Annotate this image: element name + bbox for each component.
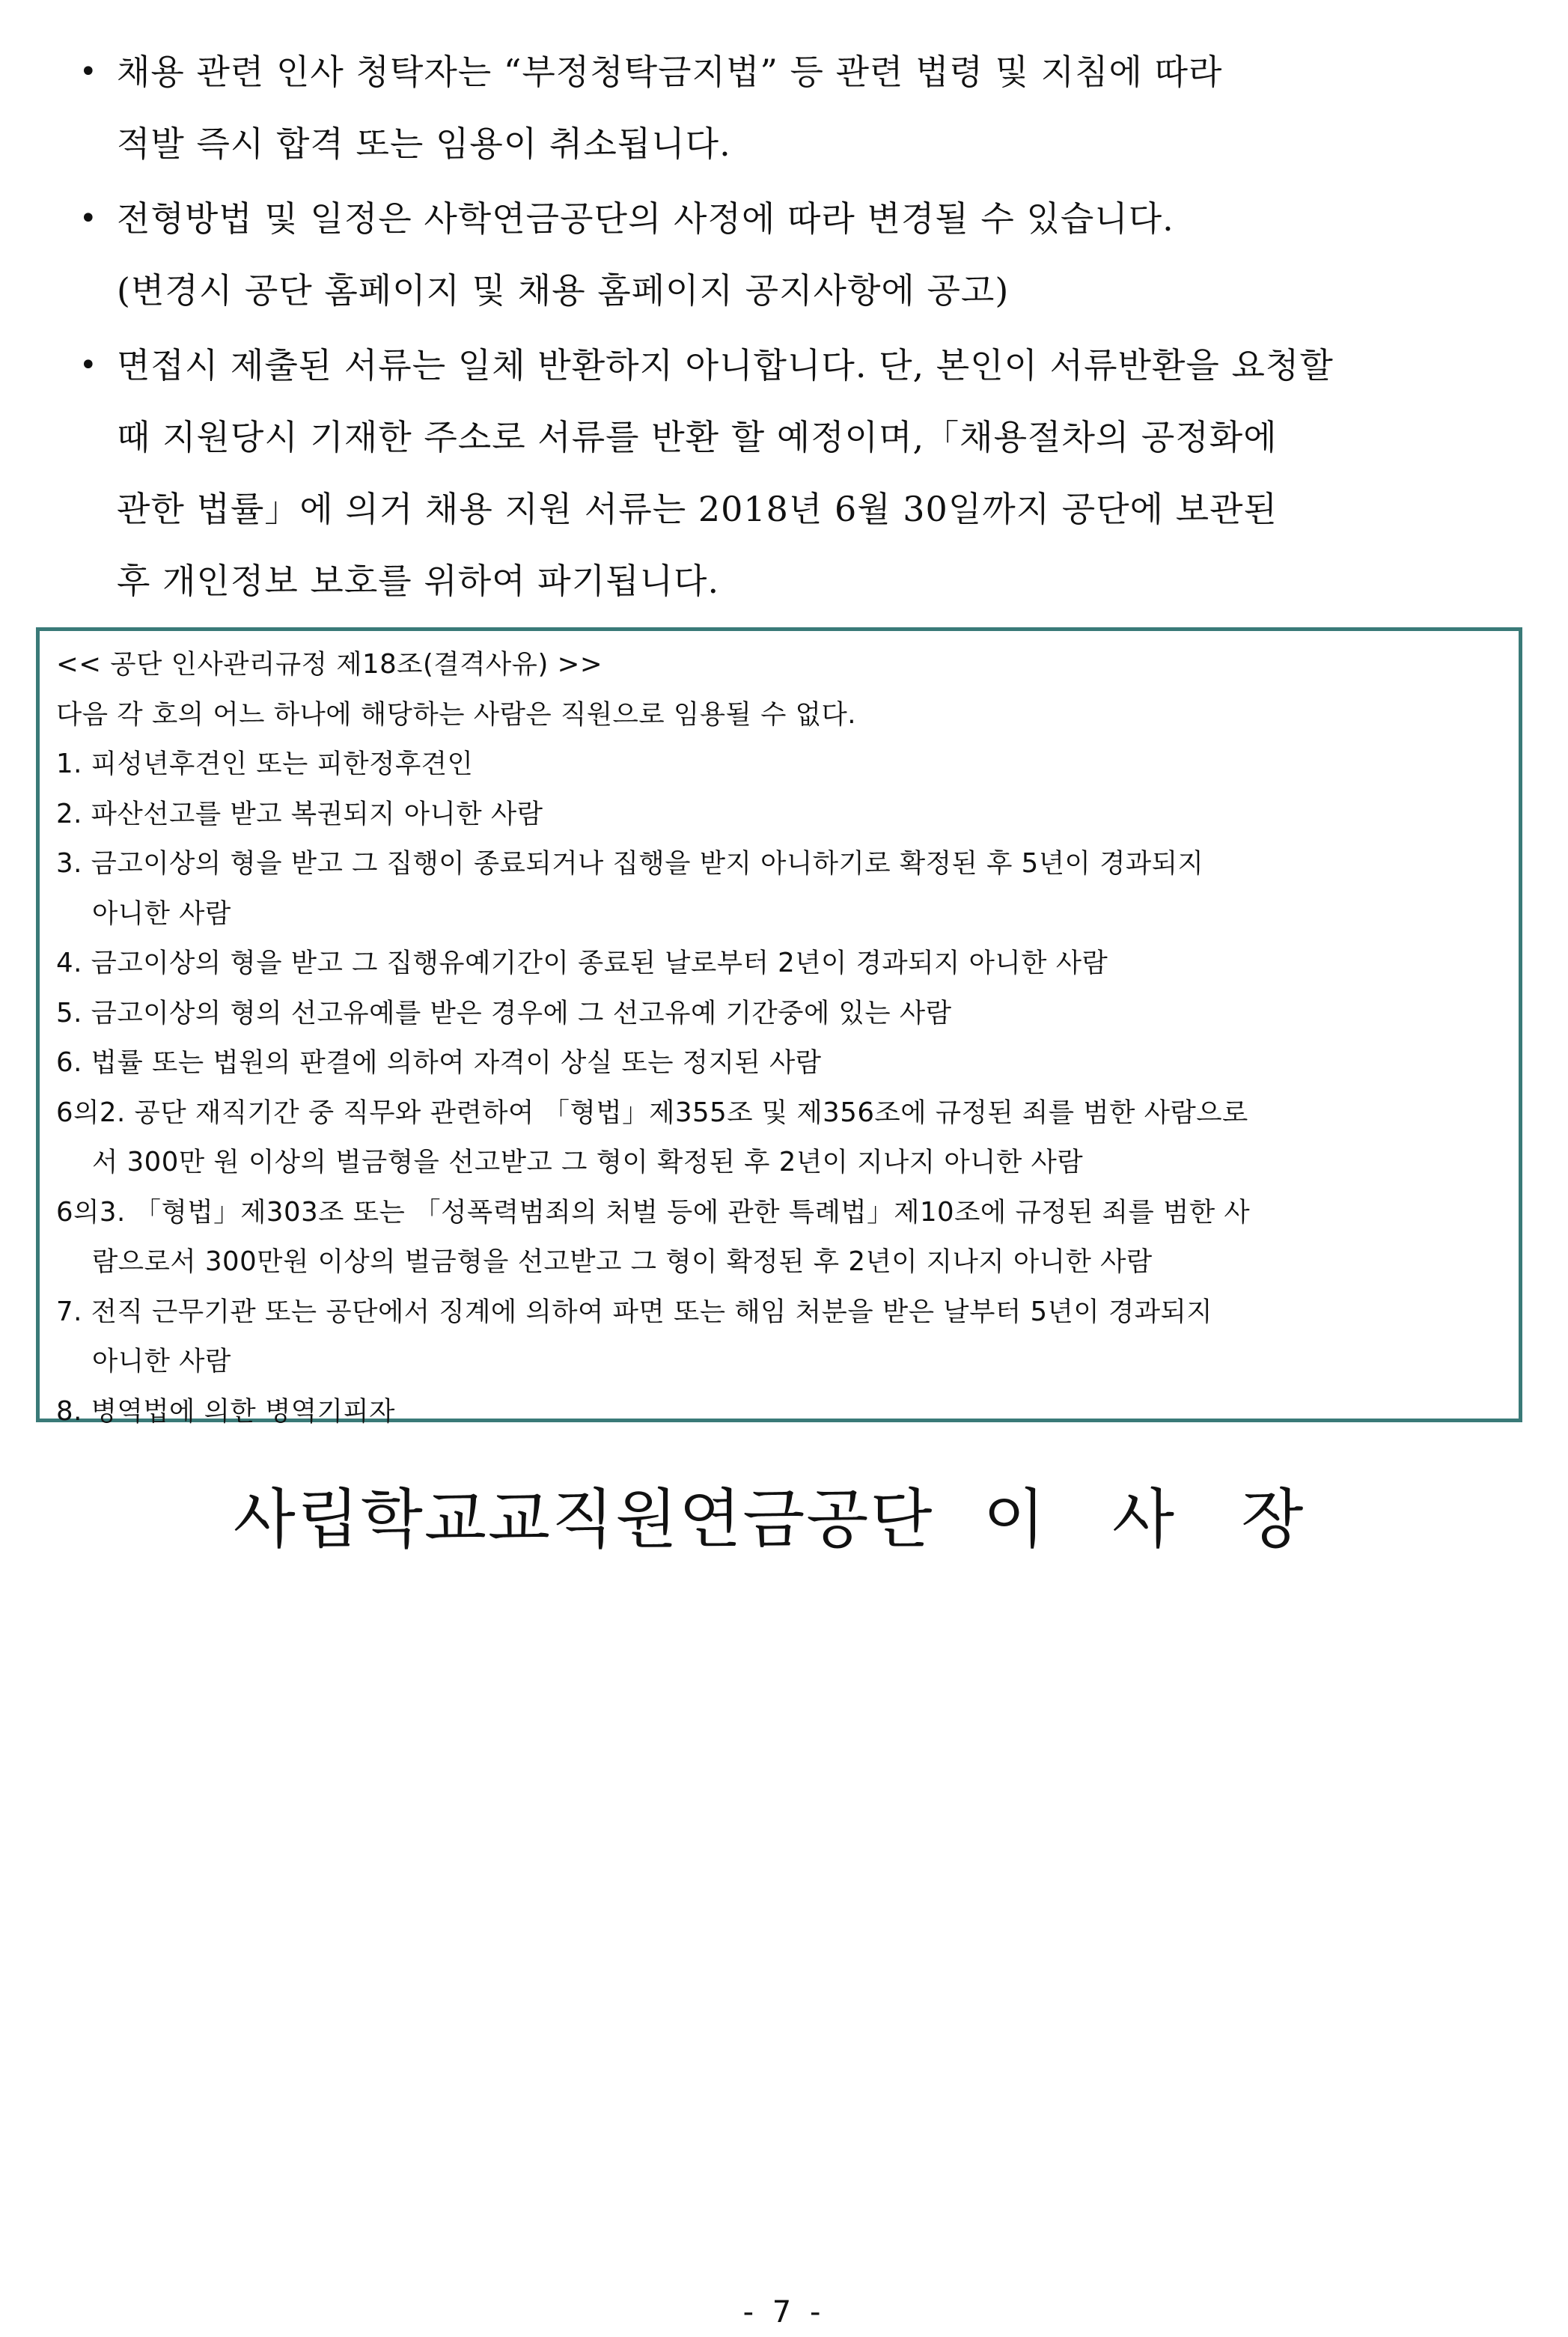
- regulation-item: 5. 금고이상의 형의 선고유예를 받은 경우에 그 선고유예 기간중에 있는 사람: [56, 997, 952, 1029]
- regulation-intro: 다음 각 호의 어느 하나에 해당하는 사람은 직원으로 임용될 수 없다.: [56, 698, 857, 730]
- bullet-line: 후 개인정보 보호를 위하여 파기됩니다.: [117, 561, 720, 601]
- bullet-line: 때 지원당시 기재한 주소로 서류를 반환 할 예정이며,「채용절차의 공정화에: [117, 417, 1278, 457]
- bullet-line: 채용 관련 인사 청탁자는 “부정청탁금지법” 등 관련 법령 및 지침에 따라: [117, 52, 1223, 92]
- regulation-item: 7. 전직 근무기관 또는 공단에서 징계에 의하여 파면 또는 해임 처분을 받은 날부터 5년이 경과되지: [56, 1296, 1213, 1327]
- bullet-line: 관한 법률」에 의거 채용 지원 서류는 2018년 6월 30일까지 공단에 보관된: [117, 489, 1278, 529]
- regulation-item: 4. 금고이상의 형을 받고 그 집행유예기간이 종료된 날로부터 2년이 경과되지 아니한 사람: [56, 948, 1108, 978]
- bullet-line: 적발 즉시 합격 또는 임용이 취소됩니다.: [117, 124, 731, 164]
- regulation-item-continuation: 아니한 사람: [92, 898, 231, 929]
- bullet-line: 면접시 제출된 서류는 일체 반환하지 아니합니다. 단, 본인이 서류반환을 요청할: [117, 345, 1334, 386]
- bullet-icon: •: [79, 55, 98, 89]
- bullet-icon: •: [79, 348, 98, 383]
- regulation-item: 6의2. 공단 재직기간 중 직무와 관련하여 「형법」제355조 및 제356조에 규정된 죄를 범한 사람으로: [56, 1097, 1248, 1128]
- bullet-line: 전형방법 및 일정은 사학연금공단의 사정에 따라 변경될 수 있습니다.: [117, 198, 1174, 239]
- regulation-item-continuation: 서 300만 원 이상의 벌금형을 선고받고 그 형이 확정된 후 2년이 지나지 아니한 사람: [92, 1147, 1084, 1177]
- regulation-item: 6의3. 「형법」제303조 또는 「성폭력범죄의 처벌 등에 관한 특례법」제10조에 규정된 죄를 범한 사: [56, 1196, 1251, 1228]
- signature: [0, 1467, 1568, 1560]
- page-number: - 7 -: [742, 2295, 826, 2330]
- regulation-item: 1. 피성년후견인 또는 피한정후견인: [56, 749, 474, 779]
- regulation-item-continuation: 람으로서 300만원 이상의 벌금형을 선고받고 그 형이 확정된 후 2년이 지나지 아니한 사람: [92, 1246, 1153, 1277]
- bullet-item: [75, 183, 1534, 326]
- bullet-line: (변경시 공단 홈페이지 및 채용 홈페이지 공지사항에 공고): [117, 270, 1010, 311]
- regulation-item: 2. 파산선고를 받고 복권되지 아니한 사람: [56, 798, 543, 829]
- notice-bullet-list: [75, 36, 1534, 620]
- regulation-title: << 공단 인사관리규정 제18조(결격사유) >>: [56, 649, 603, 680]
- regulation-item-continuation: 아니한 사람: [92, 1346, 231, 1377]
- signature-organization: 사립학교교직원연금공단: [233, 1482, 934, 1557]
- bullet-item: [75, 36, 1534, 180]
- regulation-box: [36, 627, 1522, 1427]
- bullet-item: [75, 329, 1534, 617]
- regulation-item: 6. 법률 또는 법원의 판결에 의하여 자격이 상실 또는 정지된 사람: [56, 1047, 822, 1078]
- regulation-item: 8. 병역법에 의한 병역기피자: [56, 1395, 395, 1427]
- regulation-item: 3. 금고이상의 형을 받고 그 집행이 종료되거나 집행을 받지 아니하기로 확정된 후 5년이 경과되지: [56, 848, 1204, 879]
- signature-block: [234, 1467, 1305, 1560]
- signature-title: 이 사 장: [983, 1482, 1305, 1557]
- bullet-icon: •: [79, 201, 98, 236]
